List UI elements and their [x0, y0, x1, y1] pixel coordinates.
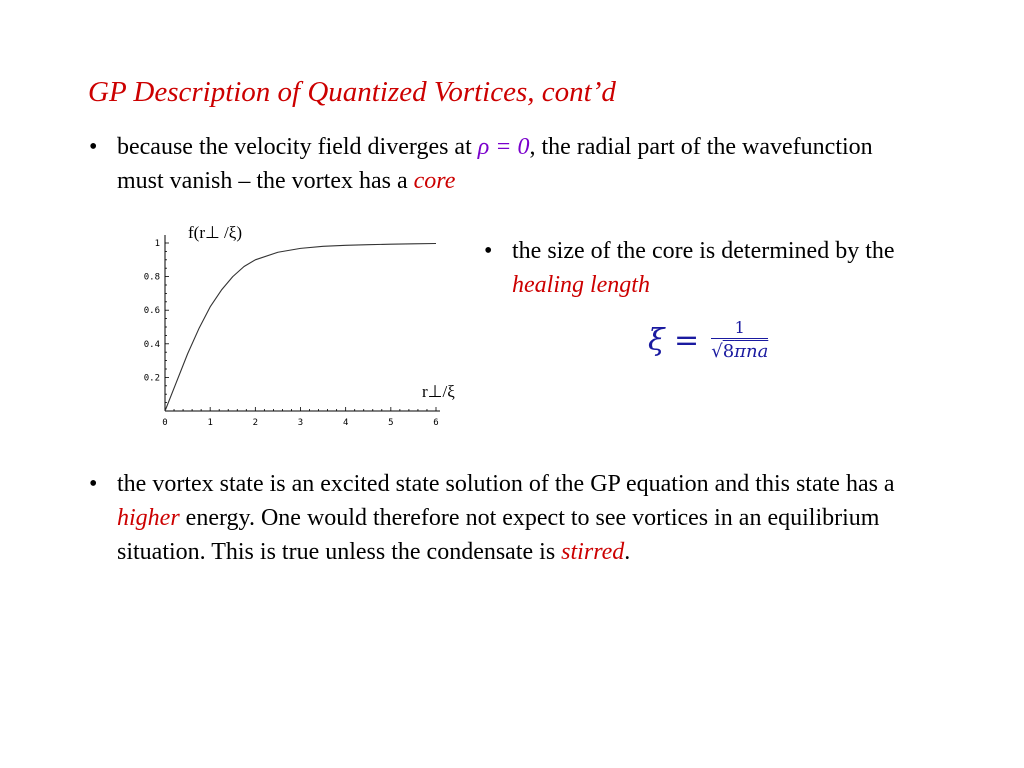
bullet-vortex-state	[89, 467, 937, 569]
x-tick-label: 2	[252, 418, 259, 428]
bullet-text: the size of the core is determined by the	[512, 238, 895, 264]
healing-length-formula	[648, 318, 768, 362]
rho-equals-zero: ρ = 0	[477, 134, 530, 160]
bullet-text: .	[624, 539, 631, 565]
y-tick-label: 0.4	[143, 339, 160, 350]
bullet-marker: •	[484, 238, 493, 264]
bullet-velocity-field	[89, 130, 897, 198]
x-tick-label: 4	[342, 418, 349, 428]
healing-profile-chart	[130, 215, 460, 435]
y-tick-label: 0.6	[143, 306, 160, 317]
radicand-number: 8	[722, 341, 735, 362]
emphasis-stirred: stirred	[561, 539, 625, 565]
y-tick-label: 1	[154, 239, 160, 249]
x-tick-label: 6	[433, 418, 439, 428]
emphasis-healing-length: healing length	[512, 272, 650, 298]
bullet-marker: •	[89, 471, 98, 497]
emphasis-higher: higher	[117, 505, 180, 531]
y-tick-label: 0.8	[143, 272, 160, 283]
x-tick-label: 3	[297, 418, 304, 428]
formula-fraction	[711, 318, 768, 362]
bullet-text: energy. One would therefore not expect to see vortices in an equilibrium situation. This is true unless the condensate is	[117, 505, 880, 565]
formula-numerator: 1	[734, 318, 745, 337]
chart-marks	[165, 244, 436, 412]
bullet-core-size	[484, 234, 952, 302]
y-axis-label: f(r⊥ /ξ)	[188, 223, 243, 242]
x-axis-label: r⊥/ξ	[422, 382, 455, 401]
y-tick-label: 0.2	[143, 373, 160, 384]
bullet-text: , the radial part of the wavefunction must vanish – the vortex has a	[117, 134, 873, 194]
emphasis-core: core	[413, 168, 456, 194]
sqrt-symbol: √	[711, 341, 723, 362]
slide-title: GP Description of Quantized Vortices, cont’d	[88, 76, 616, 108]
x-tick-label: 5	[388, 418, 394, 428]
formula-denominator	[711, 338, 768, 362]
chart-axes	[165, 235, 440, 411]
bullet-text: because the velocity field diverges at	[117, 134, 478, 160]
radicand	[723, 341, 769, 362]
x-tick-label: 1	[207, 418, 213, 428]
bullet-marker: •	[89, 134, 98, 160]
series-line-f	[165, 244, 436, 412]
chart-ticks	[144, 239, 439, 428]
x-tick-label: 0	[162, 418, 168, 428]
radicand-variables: πna	[734, 341, 769, 362]
formula-lhs: ξ =	[648, 322, 700, 358]
bullet-text: the vortex state is an excited state solution of the GP equation and this state has a	[117, 471, 895, 497]
